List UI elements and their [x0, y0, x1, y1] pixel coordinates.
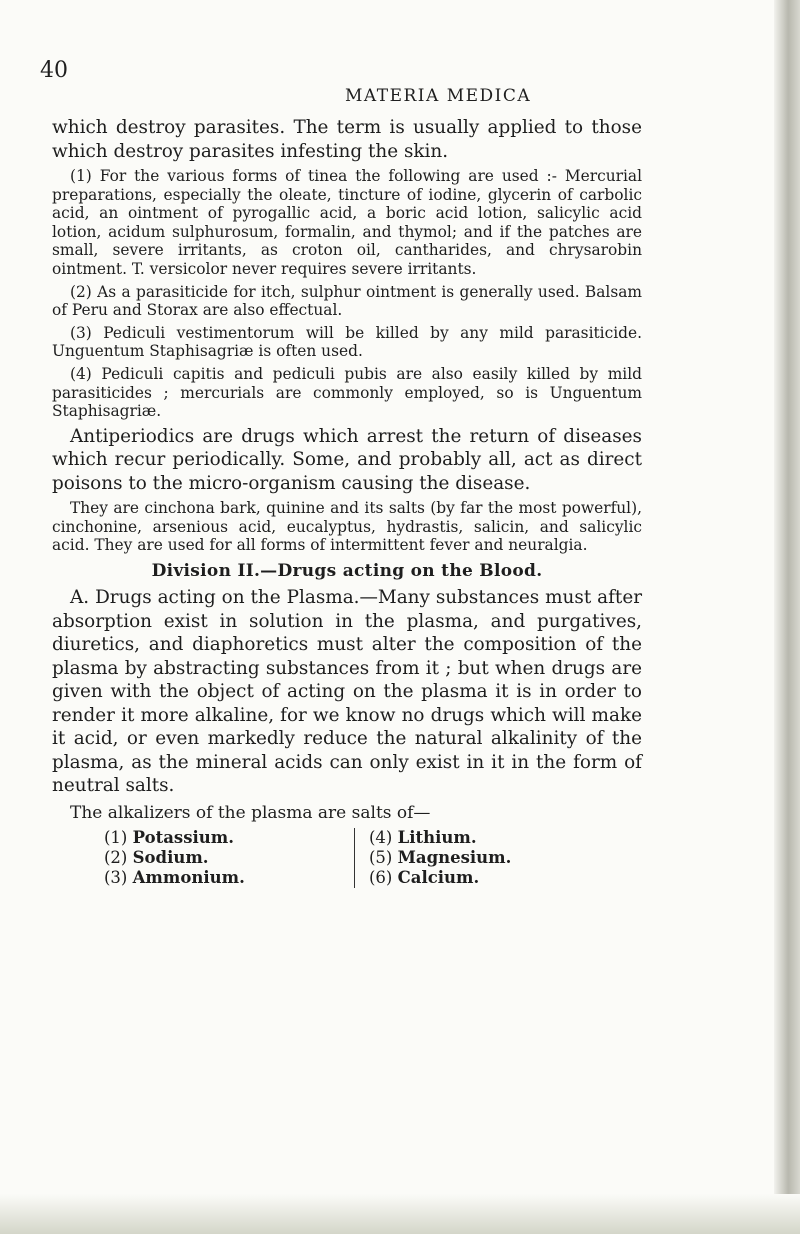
paragraph-antiperiodic-list: They are cinchona bark, quinine and its salts (by far the most powerful), cinchonine, arsenious acid, eucalyptus, hydrastis, salicin, and salicylic acid. They are used for all forms of intermittent fever and neuralgia.: [52, 499, 642, 555]
list-item-number: (5): [369, 847, 393, 867]
list-item-number: (4): [369, 827, 393, 847]
paragraph-parasiticides-definition: which destroy parasites. The term is usually applied to those which destroy parasites infesting the skin.: [52, 117, 642, 162]
list-item-name: Sodium.: [132, 847, 209, 867]
body-text: [52, 116, 642, 888]
page-bottom-shadow: [0, 1194, 800, 1234]
list-item-number: (6): [369, 867, 393, 887]
list-item-number: (3): [104, 867, 128, 887]
list-item-name: Ammonium.: [132, 867, 245, 887]
running-head: MATERIA MEDICA: [345, 86, 532, 106]
page-number: 40: [40, 58, 68, 83]
list-item-name: Magnesium.: [397, 847, 512, 867]
page-edge-shadow: [774, 0, 800, 1234]
paragraph-tinea: (1) For the various forms of tinea the following are used :- Mercurial preparations, especially the oleate, tincture of iodine, glycerin of carbolic acid, an ointment of pyrogallic acid, a boric acid lotion, salicylic acid lotion, acidum sulphurosum, formalin, and thymol; and if the patches are small, severe irritants, as croton oil, cantharides, and chrysarobin ointment. T. versicolor never requires severe irritants.: [52, 167, 642, 278]
list-item: [104, 828, 346, 848]
paragraph-plasma-drugs: A. Drugs acting on the Plasma.—Many substances must after absorption exist in solution in the plasma, and purgatives, diuretics, and diaphoretics must alter the composition of the plasma by abstracting substances from it ; but when drugs are given with the object of acting on the plasma it is in order to render it more alkaline, for we know no drugs which will make it acid, or even markedly reduce the natural alkalinity of the plasma, as the mineral acids can only exist in it in the form of neutral salts.: [52, 587, 642, 796]
list-item: [369, 848, 594, 868]
division-heading-text: Division II.—Drugs acting on the Blood.: [151, 561, 543, 581]
list-item: [104, 848, 346, 868]
paragraph-pediculi-capitis: (4) Pediculi capitis and pediculi pubis are also easily killed by mild parasiticides ; mercurials are commonly employed, so is Unguentum Staphisagriæ.: [52, 364, 642, 421]
paragraph-itch: (2) As a parasiticide for itch, sulphur ointment is generally used. Balsam of Peru and Storax are also effectual.: [52, 282, 642, 320]
list-item: [369, 868, 594, 888]
list-item: [104, 868, 346, 888]
alkalizers-column-right: [354, 828, 594, 888]
alkalizers-column-left: [104, 828, 354, 888]
paragraph-pediculi-vestimentorum: (3) Pediculi vestimentorum will be killed by any mild parasiticide. Unguentum Staphisagriæ is often used.: [52, 323, 642, 361]
alkalizers-intro: The alkalizers of the plasma are salts of—: [70, 802, 431, 823]
division-heading: [52, 560, 642, 582]
list-item-name: Calcium.: [397, 867, 480, 887]
list-item-name: Potassium.: [132, 827, 234, 847]
list-item: [369, 828, 594, 848]
list-item-number: (2): [104, 847, 128, 867]
paragraph-antiperiodics: Antiperiodics are drugs which arrest the return of diseases which recur periodically. Some, and probably all, act as direct poisons to the micro-organism causing the disease.: [52, 425, 642, 494]
list-item-number: (1): [104, 827, 128, 847]
list-item-name: Lithium.: [397, 827, 477, 847]
alkalizers-table: [104, 828, 642, 888]
